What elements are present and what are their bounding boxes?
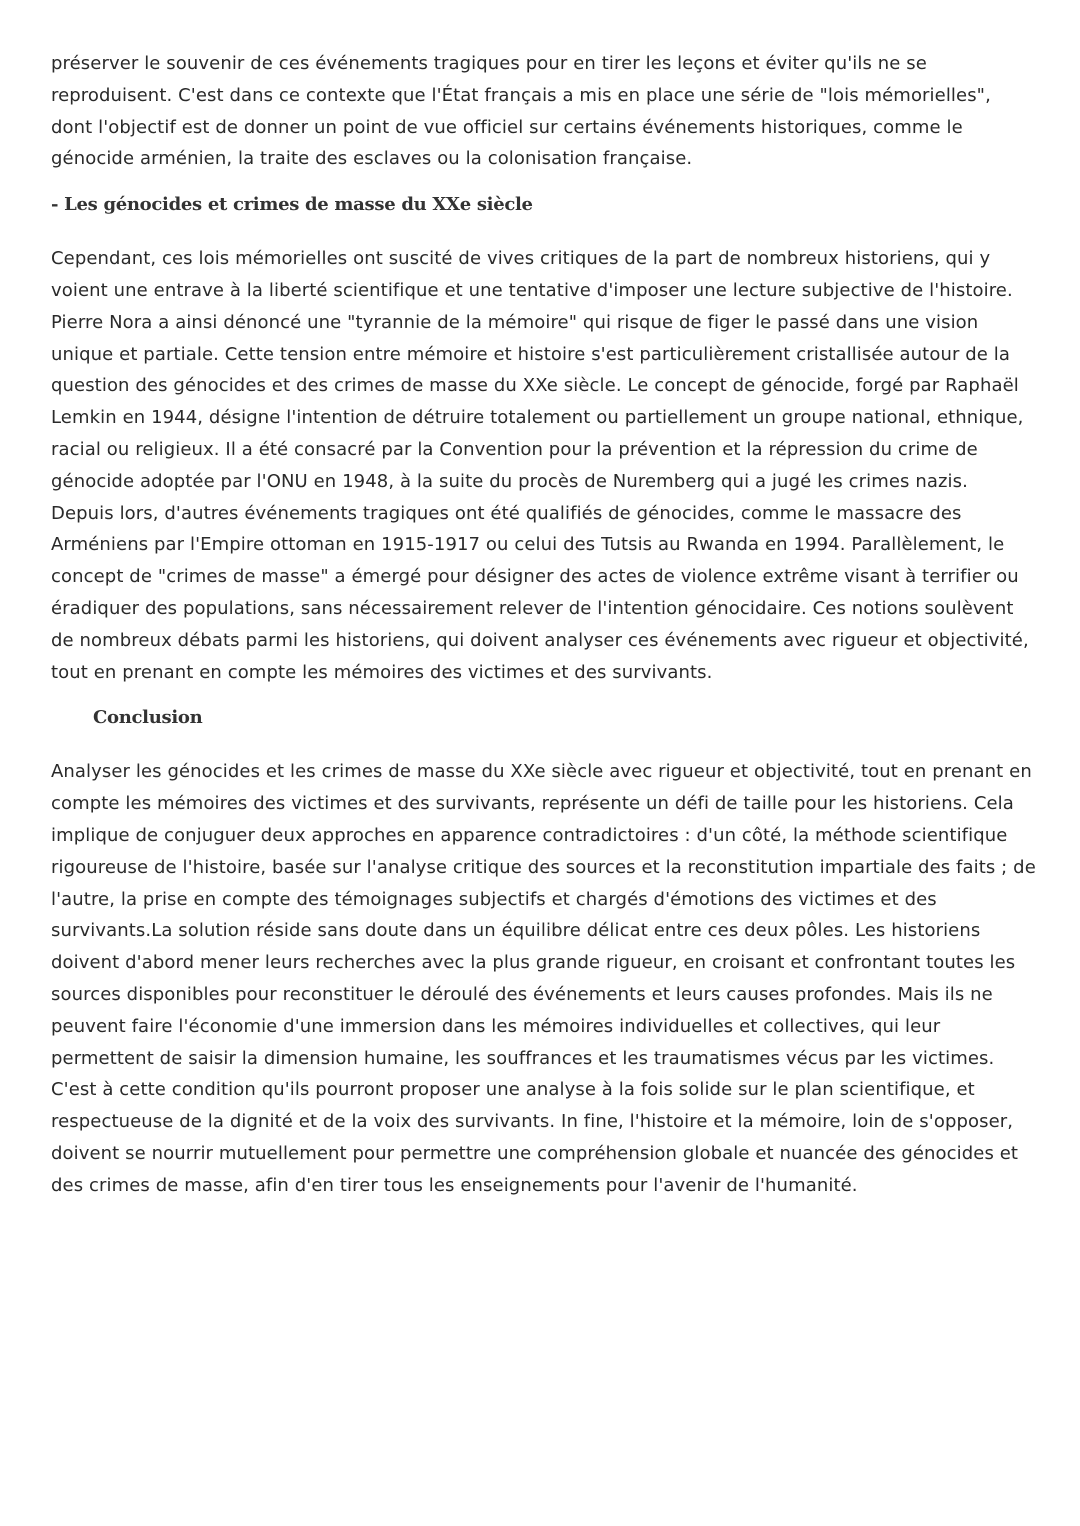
section-paragraph: Cependant, ces lois mémorielles ont suscité de vives critiques de la part de nombreux historiens, qui y voient une entrave à la liberté scientifique et une tentative d'imposer une lecture subjective de l'histoire. Pierre Nora a ainsi dénoncé une "tyrannie de la mémoire" qui risque de figer le passé dans une vision unique et partiale. Cette tension entre mémoire et histoire s'est particulièrement cristallisée autour de la question des génocides et des crimes de masse du XXe siècle. Le concept de génocide, forgé par Raphaël Lemkin en 1944, désigne l'intention de détruire totalement ou partiellement un groupe national, ethnique, racial ou religieux. Il a été consacré par la Convention pour la prévention et la répression du crime de génocide adoptée par l'ONU en 1948, à la suite du procès de Nuremberg qui a jugé les crimes nazis. Depuis lors, d'autres événements tragiques ont été qualifiés de génocides, comme le massacre des Arméniens par l'Empire ottoman en 1915-1917 ou celui des Tutsis au Rwanda en 1994. Parallèlement, le concept de "crimes de masse" a émergé pour désigner des actes de violence extrême visant à terrifier ou éradiquer des populations, sans nécessairement relever de l'intention génocidaire. Ces notions soulèvent de nombreux débats parmi les historiens, qui doivent analyser ces événements avec rigueur et objectivité, tout en prenant en compte les mémoires des victimes et des survivants.: [51, 248, 1029, 683]
conclusion-heading: Conclusion: [93, 707, 203, 729]
section-heading: - Les génocides et crimes de masse du XXe siècle: [51, 194, 533, 216]
document-page: [51, 48, 1036, 1202]
intro-paragraph: préserver le souvenir de ces événements tragiques pour en tirer les leçons et éviter qu'ils ne se reproduisent. C'est dans ce contexte que l'État français a mis en place une série de "lois mémorielles", dont l'objectif est de donner un point de vue officiel sur certains événements historiques, comme le génocide arménien, la traite des esclaves ou la colonisation française.: [51, 53, 991, 170]
conclusion-paragraph: Analyser les génocides et les crimes de masse du XXe siècle avec rigueur et objectivité, tout en prenant en compte les mémoires des victimes et des survivants, représente un défi de taille pour les historiens. Cela implique de conjuguer deux approches en apparence contradictoires : d'un côté, la méthode scientifique rigoureuse de l'histoire, basée sur l'analyse critique des sources et la reconstitution impartiale des faits ; de l'autre, la prise en compte des témoignages subjectifs et chargés d'émotions des victimes et des survivants.La solution réside sans doute dans un équilibre délicat entre ces deux pôles. Les historiens doivent d'abord mener leurs recherches avec la plus grande rigueur, en croisant et confrontant toutes les sources disponibles pour reconstituer le déroulé des événements et leurs causes profondes. Mais ils ne peuvent faire l'économie d'une immersion dans les mémoires individuelles et collectives, qui leur permettent de saisir la dimension humaine, les souffrances et les traumatismes vécus par les victimes. C'est à cette condition qu'ils pourront proposer une analyse à la fois solide sur le plan scientifique, et respectueuse de la dignité et de la voix des survivants. In fine, l'histoire et la mémoire, loin de s'opposer, doivent se nourrir mutuellement pour permettre une compréhension globale et nuancée des génocides et des crimes de masse, afin d'en tirer tous les enseignements pour l'avenir de l'humanité.: [51, 761, 1036, 1196]
